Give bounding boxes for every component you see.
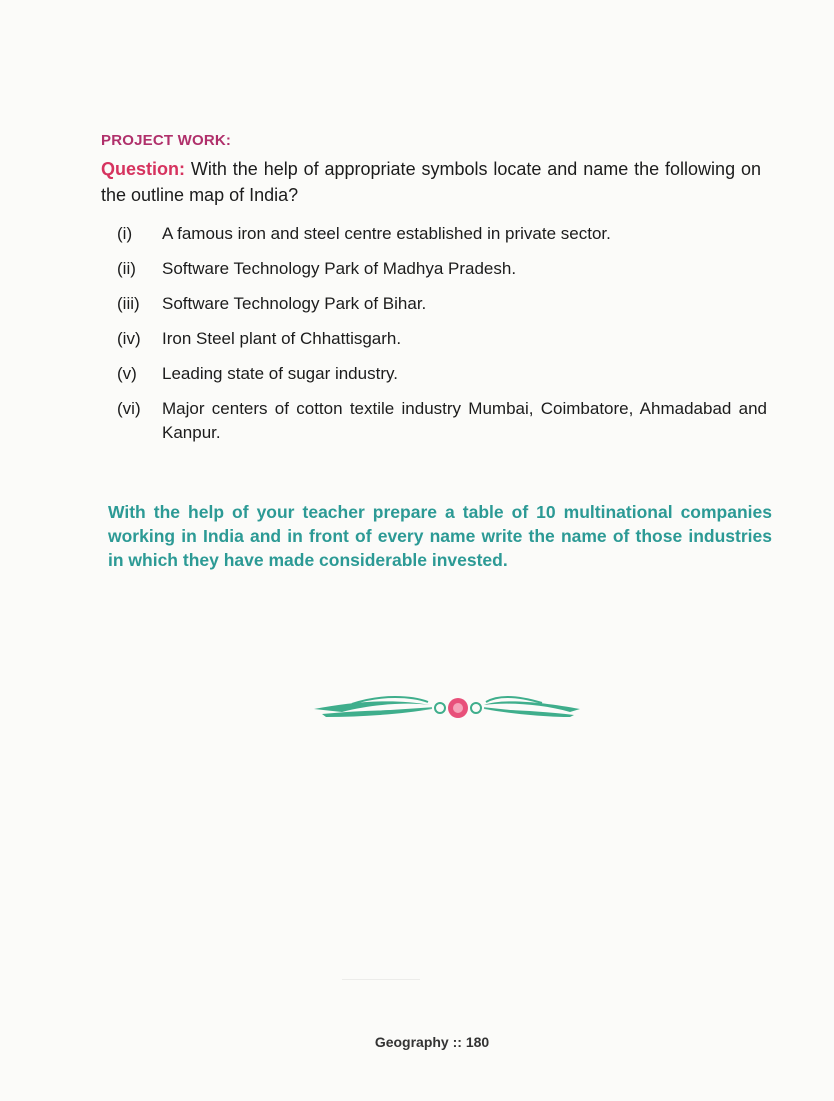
- list-item: [117, 222, 767, 246]
- item-text: Major centers of cotton textile industry Mumbai, Coimbatore, Ahmadabad and Kanpur.: [162, 399, 767, 442]
- list-item: [117, 327, 767, 351]
- list-item: [117, 397, 767, 445]
- item-text: Software Technology Park of Madhya Pradesh.: [162, 259, 517, 278]
- item-text: Iron Steel plant of Chhattisgarh.: [162, 329, 402, 348]
- item-text: A famous iron and steel centre established in private sector.: [162, 224, 611, 243]
- divider: [342, 979, 420, 980]
- question-items-list: [117, 222, 767, 445]
- item-number: (iii): [117, 294, 140, 313]
- activity-paragraph: With the help of your teacher prepare a table of 10 multinational companies working in India and in front of every name write the name of those industries in which they have made considerable invested.: [108, 502, 772, 570]
- item-number: (v): [117, 364, 137, 383]
- item-text: Leading state of sugar industry.: [162, 364, 398, 383]
- item-number: (iv): [117, 329, 141, 348]
- question-label: Question:: [101, 159, 185, 179]
- item-number: (i): [117, 224, 133, 243]
- list-item: [117, 362, 767, 386]
- project-work-heading: PROJECT WORK:: [101, 132, 232, 149]
- item-number: (ii): [117, 259, 136, 278]
- decorative-divider-icon: [312, 690, 582, 724]
- item-number: (vi): [117, 399, 141, 418]
- item-text: Software Technology Park of Bihar.: [162, 294, 427, 313]
- list-item: [117, 292, 767, 316]
- list-item: [117, 257, 767, 281]
- question-text: With the help of appropriate symbols locate and name the following on the outline map of India?: [101, 159, 761, 205]
- page-footer: Geography :: 180: [374, 1034, 490, 1050]
- question-paragraph: [101, 156, 761, 208]
